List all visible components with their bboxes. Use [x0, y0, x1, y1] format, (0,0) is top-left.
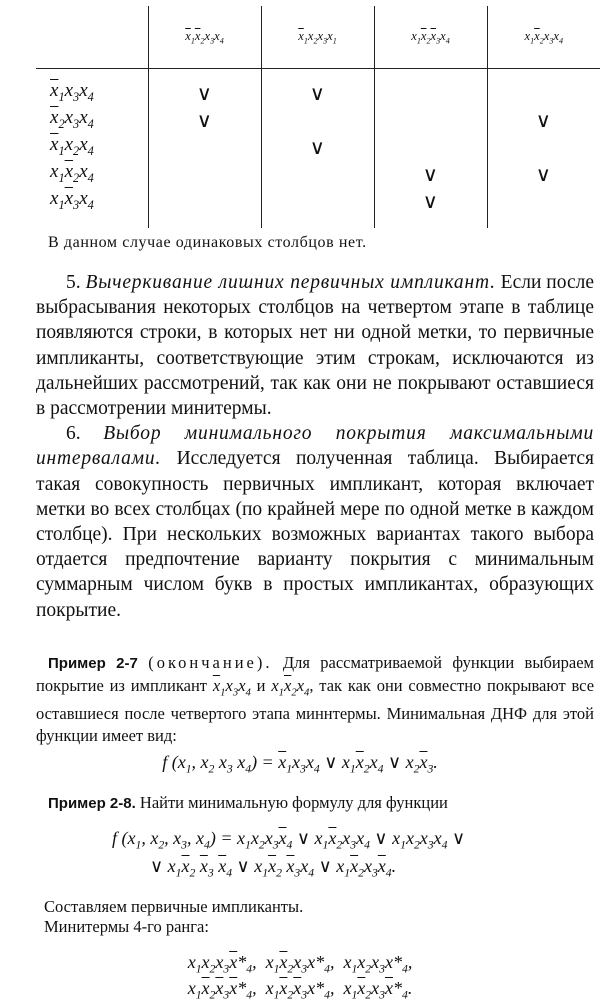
row-label: $x_1\overline{x}_2x_4$ — [50, 161, 94, 185]
table-cell: ∨ — [374, 160, 487, 187]
table-row — [36, 79, 600, 106]
table-row — [36, 106, 600, 133]
column-header: $\overline{x}_1x_2x_3x_1$ — [261, 6, 374, 69]
table-cell — [261, 187, 374, 214]
formula-function-line2: ∨ $x_1\overline{x}_2$ $\overline{x}_3$ $\overline{x}_4$ ∨ $x_1\overline{x}_2$ $\overline{x}_3x_4$ ∨ $x_1\overline{x}_2x_3\overline{x}_4$. — [150, 856, 397, 880]
step-6-title: Выбор минимального покрытия максимальными интервалами. — [36, 423, 595, 470]
table-cell: ∨ — [487, 160, 600, 187]
table-cell — [374, 79, 487, 106]
row-label: $\overline{x}_1x_3x_4$ — [50, 80, 94, 104]
step-5: 5. Вычеркивание лишних первичных импликант. Если после выбрасывания некоторых столбцов на четвертом этапе в таблице появляются строки, в которых нет ни одной метки, то первичные импликанты, соответствующие этим строкам, исключаются из дальнейших рассмотрений, так как они не покрывают оставшиеся в рассмотрении минитермы. — [36, 272, 594, 420]
note-no-identical-columns: В данном случае одинаковых столбцов нет. — [48, 234, 367, 251]
table-cell — [261, 106, 374, 133]
table-cell: ∨ — [148, 79, 261, 106]
table-cell — [261, 160, 374, 187]
table-corner — [36, 6, 148, 69]
minterms-line-2: $x_1\overline{x}_2\overline{x}_3\overline{x}*_4$, $x_1\overline{x}_2\overline{x}_3x*_4$, $x_1\overline{x}_2x_3\overline{x}*_4$. — [187, 978, 413, 1002]
table-cell — [148, 160, 261, 187]
tail-line-2: Минитермы 4-го ранга: — [44, 917, 209, 936]
step-6: 6. Выбор минимального покрытия максимальными интервалами. Исследуется полученная таблица. Выбирается такая совокупность первичных импликант, которая включает метки во всех столбцах (по крайней мере по одной метке в каждом столбце). При нескольких возможных вариантах такого выбора отдается предпочтение варианту покрытия с минимальным суммарным числом букв в простых импликантах, образующих покрытие. — [36, 423, 595, 621]
column-header: $x_1\overline{x}_2x_3x_4$ — [487, 6, 600, 69]
table-row — [36, 160, 600, 187]
row-label: $\overline{x}_1x_2x_4$ — [50, 134, 94, 158]
table-cell: ∨ — [374, 187, 487, 214]
table-cell: ∨ — [487, 106, 600, 133]
column-header: $x_1\overline{x}_2\overline{x}_3x_4$ — [374, 6, 487, 69]
table-cell — [374, 106, 487, 133]
table-row — [36, 187, 600, 214]
steps-text — [36, 270, 594, 623]
row-label: $x_1\overline{x}_3x_4$ — [50, 188, 94, 212]
table-cell — [487, 187, 600, 214]
implicant-table — [36, 6, 600, 228]
table-cell — [148, 187, 261, 214]
table-cell: ∨ — [148, 106, 261, 133]
table-cell: ∨ — [261, 79, 374, 106]
formula-function-line1: f ($x_1$, $x_2$, $x_3$, $x_4) = x_1x_2x_3\overline{x}_4$ ∨ $x_1\overline{x}_2x_3x_4$ ∨ $x_1x_2x_3x_4$ ∨ — [112, 828, 466, 852]
step-5-title: Вычеркивание лишних первичных импликант. — [85, 272, 496, 293]
example-2-7: Пример 2-7 (окончание). Для рассматриваемой функции выбираем покрытие из импликант $\overline{x}_1x_3x_4$ и $x_1\overline{x}_2x_4$, так как они совместно покрывают все оставшиеся после четвертого этапа миннтермы. Минимальная ДНФ для этой функции имеет вид: — [36, 653, 595, 745]
table-header-row — [36, 6, 600, 69]
table-row — [36, 133, 600, 160]
minterms-line-1: $x_1x_2x_3\overline{x}*_4$, $x_1\overline{x}_2x_3x*_4$, $x_1x_2x_3x*_4$, — [187, 952, 413, 976]
column-header: $\overline{x}_1\overline{x}_2x_3x_4$ — [148, 6, 261, 69]
formula-minimal-dnf: f ($x_1$, $x_2$ $x_3$ $x_4) = \overline{x}_1x_3x_4$ ∨ $x_1\overline{x}_2x_4$ ∨ $x_2\overline{x}_3$. — [162, 752, 438, 776]
tail-line-1: Составляем первичные импликанты. — [44, 897, 304, 916]
table-cell: ∨ — [261, 133, 374, 160]
table-cell — [487, 133, 600, 160]
example-2-8: Пример 2-8. Найти минимальную формулу для функции — [48, 793, 448, 812]
row-label: $\overline{x}_2x_3x_4$ — [50, 107, 94, 131]
table-cell — [487, 79, 600, 106]
table-cell — [374, 133, 487, 160]
table-cell — [148, 133, 261, 160]
